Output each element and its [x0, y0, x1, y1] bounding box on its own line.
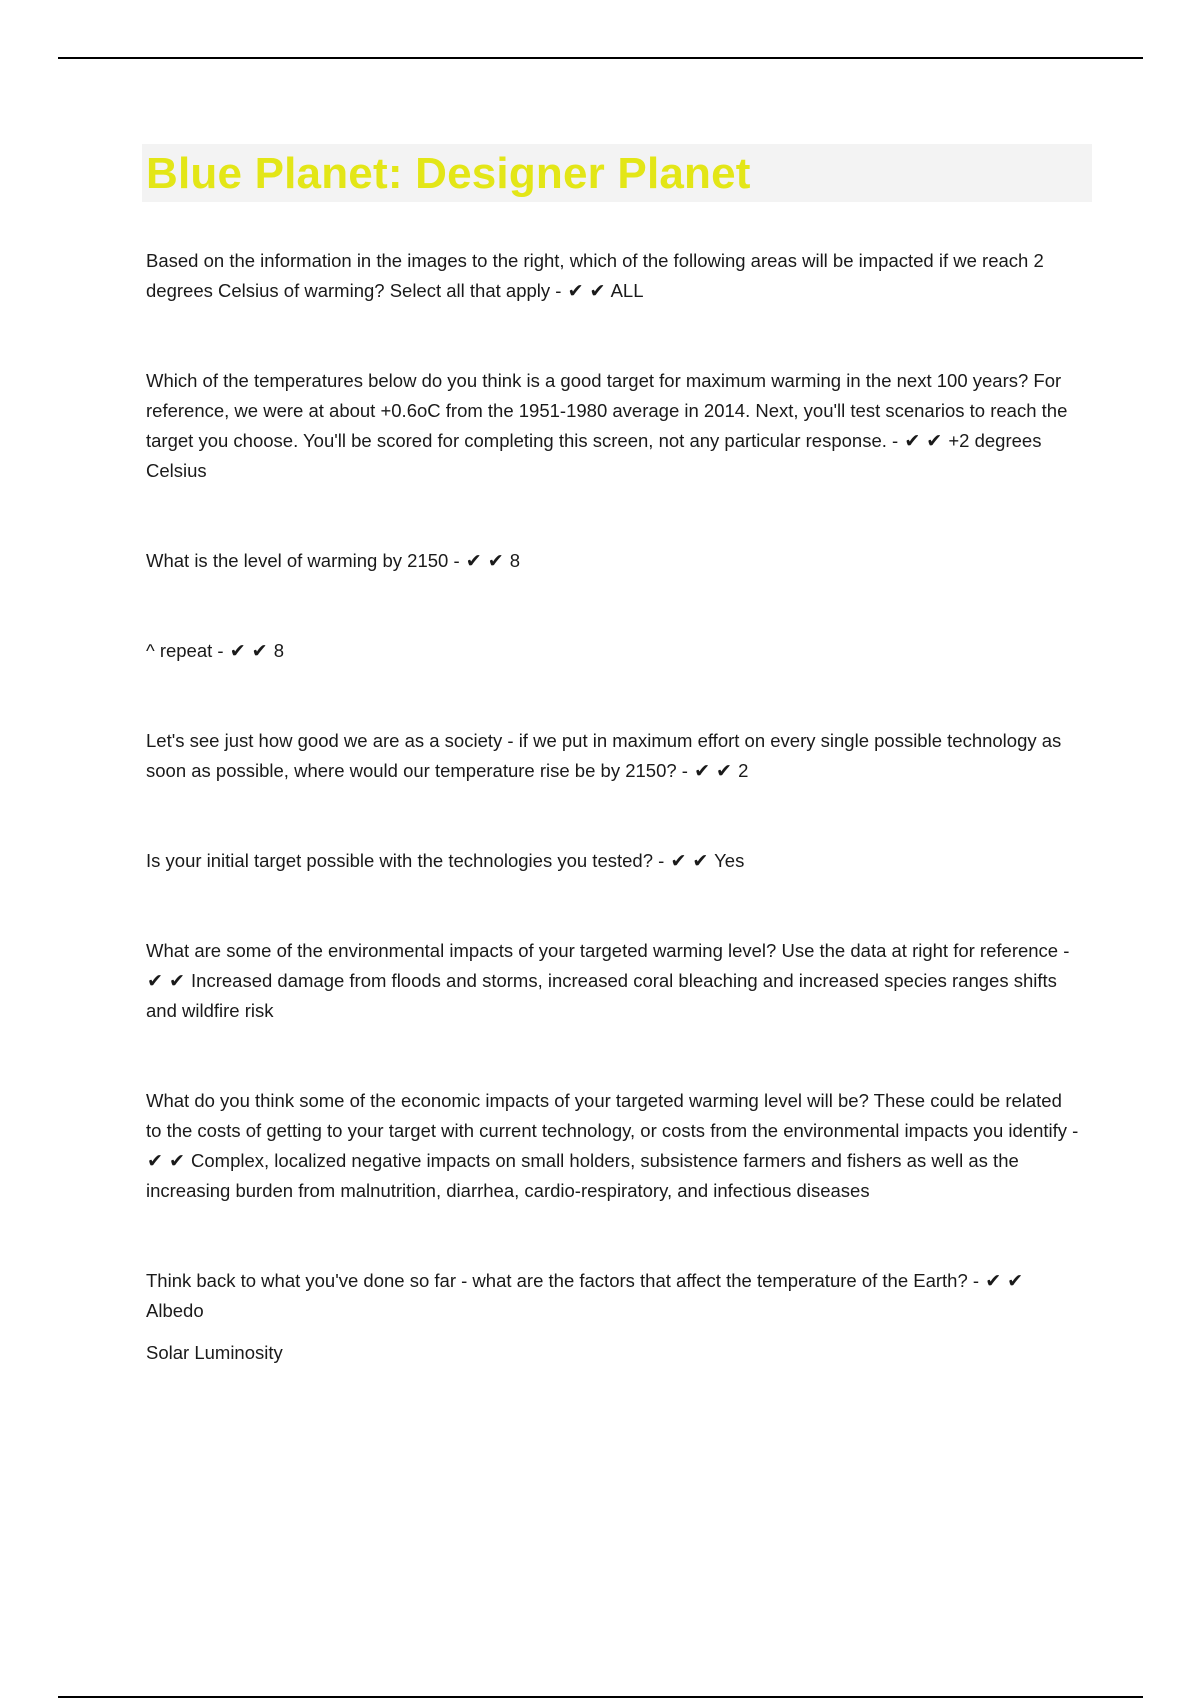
answer-text: 8 — [273, 640, 285, 661]
qa-item — [146, 246, 1081, 306]
check-icon: ✔ ✔ — [147, 1150, 185, 1172]
qa-list — [146, 246, 1081, 1368]
qa-item — [146, 546, 1081, 576]
answer-text: Complex, localized negative impacts on small holders, subsistence farmers and fishers as well as the increasing burden from malnutrition, diarrhea, cardio-respiratory, and infectious diseases — [146, 1150, 1019, 1201]
question-text: What do you think some of the economic impacts of your targeted warming level will be? These could be related to the costs of getting to your target with current technology, or costs from the environmental impacts you identify - — [146, 1090, 1079, 1141]
answer-text: +2 degrees Celsius — [146, 430, 1042, 481]
question-text: Which of the temperatures below do you think is a good target for maximum warming in the next 100 years? For reference, we were at about +0.6oC from the 1951-1980 average in 2014. Next, you'll test scenarios to reach the target you choose. You'll be scored for completing this screen, not any particular response. - — [146, 370, 1068, 451]
qa-item — [146, 1266, 1081, 1326]
question-text: Think back to what you've done so far - what are the factors that affect the temperature of the Earth? - — [146, 1270, 985, 1291]
answer-text: ALL — [610, 280, 644, 301]
answer-text: Albedo — [146, 1300, 204, 1321]
top-rule — [58, 57, 1143, 59]
extra-answer: Solar Luminosity — [146, 1342, 283, 1363]
question-text: Based on the information in the images to the right, which of the following areas will be impacted if we reach 2 degrees Celsius of warming? Select all that apply - — [146, 250, 1044, 301]
check-icon: ✔ ✔ — [147, 970, 185, 992]
check-icon: ✔ ✔ — [985, 1270, 1024, 1292]
qa-item — [146, 846, 1081, 876]
question-text: Let's see just how good we are as a society - if we put in maximum effort on every single possible technology as soon as possible, where would our temperature rise be by 2150? - — [146, 730, 1062, 781]
qa-item — [146, 636, 1081, 666]
answer-text: 8 — [509, 550, 521, 571]
bottom-rule — [58, 1696, 1143, 1698]
qa-item — [146, 936, 1081, 1026]
qa-item — [146, 726, 1081, 786]
check-icon: ✔ ✔ — [904, 430, 943, 452]
check-icon: ✔ ✔ — [229, 640, 268, 662]
question-text: What are some of the environmental impacts of your targeted warming level? Use the data at right for reference - — [146, 940, 1070, 961]
answer-text: Increased damage from floods and storms, increased coral bleaching and increased species ranges shifts and wildfire risk — [146, 970, 1057, 1021]
check-icon: ✔ ✔ — [694, 760, 732, 782]
qa-item — [146, 1086, 1081, 1206]
answer-text: Yes — [714, 850, 745, 871]
check-icon: ✔ ✔ — [465, 550, 504, 572]
question-text: What is the level of warming by 2150 - — [146, 550, 465, 571]
check-icon: ✔ ✔ — [670, 850, 709, 872]
document-title: Blue Planet: Designer Planet — [146, 149, 751, 198]
question-text: Is your initial target possible with the technologies you tested? - — [146, 850, 670, 871]
check-icon: ✔ ✔ — [567, 280, 606, 302]
qa-item — [146, 366, 1081, 486]
question-text: ^ repeat - — [146, 640, 229, 661]
answer-text: 2 — [738, 760, 749, 781]
